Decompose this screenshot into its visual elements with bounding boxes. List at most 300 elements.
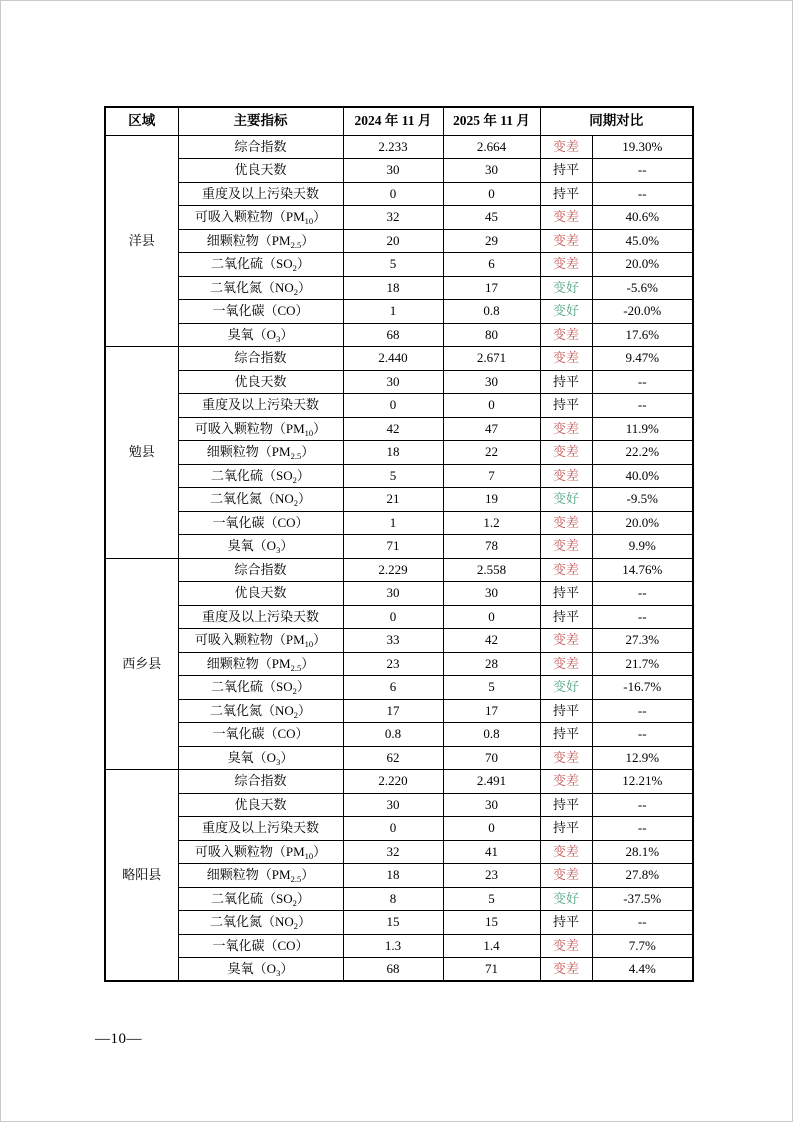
value-2025: 28 [443,652,540,676]
indicator-label [178,464,343,488]
indicator-text: 二氧化氮（NO [209,702,294,718]
trend-status: 变差 [540,652,592,676]
value-2024: 62 [343,746,443,770]
trend-status: 变差 [540,746,592,770]
indicator-label [178,135,343,159]
trend-status: 持平 [540,582,592,606]
change-percent: -- [592,793,693,817]
value-2024: 0 [343,182,443,206]
table-row [105,723,693,747]
indicator-subscript: 2.5 [290,239,302,250]
indicator-text: 优良天数 [234,796,287,812]
value-2025: 5 [443,676,540,700]
column-header-2024: 2024 年 11 月 [343,107,443,135]
indicator-text: 臭氧（O [227,538,277,554]
value-2025: 17 [443,699,540,723]
indicator-subscript: 2 [292,263,297,274]
value-2025: 0 [443,817,540,841]
value-2024: 18 [343,276,443,300]
indicator-label [178,276,343,300]
indicator-text-suffix: ） [301,655,315,671]
value-2025: 2.558 [443,558,540,582]
indicator-label [178,417,343,441]
indicator-text: 细颗粒物（PM [206,232,291,248]
indicator-text-suffix: ） [298,914,312,930]
indicator-text-suffix: ） [298,702,312,718]
value-2024: 5 [343,464,443,488]
indicator-label [178,629,343,653]
indicator-text: 二氧化硫（SO [211,467,293,483]
change-percent: 19.30% [592,135,693,159]
value-2025: 70 [443,746,540,770]
indicator-label [178,370,343,394]
trend-status: 变差 [540,535,592,559]
change-percent: 20.0% [592,511,693,535]
value-2025: 45 [443,206,540,230]
indicator-label [178,511,343,535]
table-row [105,934,693,958]
indicator-text-suffix: ） [313,420,327,436]
region-name: 洋县 [105,135,178,347]
table-header-row [105,107,693,135]
indicator-label [178,770,343,794]
change-percent: 11.9% [592,417,693,441]
indicator-subscript: 2 [292,897,297,908]
trend-status: 持平 [540,605,592,629]
value-2025: 80 [443,323,540,347]
value-2025: 7 [443,464,540,488]
indicator-label [178,746,343,770]
indicator-label [178,394,343,418]
value-2024: 1 [343,300,443,324]
indicator-text: 综合指数 [234,561,287,577]
change-percent: -- [592,394,693,418]
indicator-subscript: 10 [304,216,314,227]
value-2025: 2.671 [443,347,540,371]
indicator-label [178,793,343,817]
trend-status: 持平 [540,370,592,394]
indicator-subscript: 2.5 [290,451,302,462]
indicator-label [178,253,343,277]
indicator-text-suffix: ） [280,960,294,976]
trend-status: 变好 [540,300,592,324]
value-2025: 0 [443,182,540,206]
value-2024: 1.3 [343,934,443,958]
value-2024: 21 [343,488,443,512]
indicator-text-suffix: ） [296,256,310,272]
indicator-subscript: 2 [293,921,298,932]
value-2024: 2.440 [343,347,443,371]
table-row [105,864,693,888]
indicator-text: 综合指数 [234,350,287,366]
value-2024: 15 [343,911,443,935]
table-row [105,135,693,159]
change-percent: 7.7% [592,934,693,958]
table-row [105,746,693,770]
region-name: 略阳县 [105,770,178,982]
change-percent: -9.5% [592,488,693,512]
column-header-comparison: 同期对比 [540,107,693,135]
value-2024: 2.233 [343,135,443,159]
indicator-label [178,488,343,512]
indicator-text: 一氧化碳（CO） [212,303,309,319]
change-percent: 12.21% [592,770,693,794]
trend-status: 变好 [540,676,592,700]
indicator-subscript: 10 [304,850,314,861]
change-percent: 17.6% [592,323,693,347]
indicator-text-suffix: ） [313,843,327,859]
column-header-region: 区域 [105,107,178,135]
indicator-label [178,911,343,935]
region-name: 西乡县 [105,558,178,770]
indicator-text-suffix: ） [301,867,315,883]
indicator-label [178,182,343,206]
value-2025: 2.491 [443,770,540,794]
indicator-label [178,699,343,723]
indicator-subscript: 10 [304,427,314,438]
value-2025: 78 [443,535,540,559]
indicator-text: 一氧化碳（CO） [212,514,309,530]
value-2025: 42 [443,629,540,653]
trend-status: 持平 [540,159,592,183]
indicator-text: 二氧化硫（SO [211,679,293,695]
trend-status: 持平 [540,723,592,747]
indicator-subscript: 3 [276,545,281,556]
change-percent: -- [592,605,693,629]
indicator-text: 重度及以上污染天数 [201,397,319,413]
trend-status: 变差 [540,347,592,371]
table-row [105,347,693,371]
indicator-label [178,229,343,253]
table-row [105,229,693,253]
trend-status: 变差 [540,135,592,159]
table-row [105,464,693,488]
change-percent: -- [592,699,693,723]
value-2025: 17 [443,276,540,300]
change-percent: 9.9% [592,535,693,559]
indicator-text: 可吸入颗粒物（PM [194,420,305,436]
change-percent: -- [592,182,693,206]
table-row [105,323,693,347]
indicator-text: 一氧化碳（CO） [212,726,309,742]
value-2024: 30 [343,582,443,606]
trend-status: 持平 [540,911,592,935]
indicator-label [178,582,343,606]
value-2025: 0 [443,394,540,418]
indicator-text: 一氧化碳（CO） [212,937,309,953]
trend-status: 变差 [540,558,592,582]
value-2024: 30 [343,370,443,394]
table-row [105,911,693,935]
change-percent: 27.3% [592,629,693,653]
indicator-text: 二氧化硫（SO [211,256,293,272]
value-2024: 32 [343,206,443,230]
value-2024: 18 [343,441,443,465]
value-2024: 71 [343,535,443,559]
trend-status: 持平 [540,817,592,841]
table-row [105,699,693,723]
indicator-text-suffix: ） [298,279,312,295]
value-2025: 2.664 [443,135,540,159]
indicator-label [178,300,343,324]
trend-status: 变差 [540,464,592,488]
table-row [105,535,693,559]
value-2025: 29 [443,229,540,253]
trend-status: 持平 [540,793,592,817]
indicator-text: 臭氧（O [227,749,277,765]
change-percent: 45.0% [592,229,693,253]
change-percent: -- [592,817,693,841]
indicator-text-suffix: ） [298,491,312,507]
indicator-label [178,605,343,629]
indicator-text: 重度及以上污染天数 [201,608,319,624]
change-percent: 20.0% [592,253,693,277]
table-row [105,394,693,418]
change-percent: 12.9% [592,746,693,770]
indicator-subscript: 2 [292,474,297,485]
change-percent: -- [592,370,693,394]
indicator-subscript: 3 [276,967,281,978]
air-quality-comparison-table [104,106,694,982]
indicator-subscript: 2 [293,498,298,509]
indicator-text-suffix: ） [296,890,310,906]
indicator-text: 可吸入颗粒物（PM [194,209,305,225]
indicator-label [178,864,343,888]
indicator-text: 二氧化氮（NO [209,491,294,507]
indicator-label [178,441,343,465]
value-2024: 68 [343,323,443,347]
value-2025: 30 [443,582,540,606]
table-row [105,770,693,794]
change-percent: -5.6% [592,276,693,300]
indicator-label [178,558,343,582]
change-percent: 14.76% [592,558,693,582]
indicator-text: 臭氧（O [227,326,277,342]
indicator-label [178,652,343,676]
indicator-subscript: 3 [276,756,281,767]
indicator-label [178,676,343,700]
change-percent: -- [592,582,693,606]
value-2024: 6 [343,676,443,700]
trend-status: 变差 [540,864,592,888]
value-2024: 0 [343,817,443,841]
value-2025: 0 [443,605,540,629]
indicator-text: 重度及以上污染天数 [201,185,319,201]
value-2025: 1.2 [443,511,540,535]
trend-status: 变差 [540,511,592,535]
value-2024: 5 [343,253,443,277]
change-percent: 22.2% [592,441,693,465]
value-2025: 71 [443,958,540,982]
indicator-label [178,887,343,911]
trend-status: 变差 [540,441,592,465]
indicator-subscript: 2.5 [290,874,302,885]
indicator-text: 臭氧（O [227,960,277,976]
indicator-text: 优良天数 [234,162,287,178]
table-row [105,159,693,183]
value-2025: 19 [443,488,540,512]
trend-status: 变差 [540,206,592,230]
table-row [105,253,693,277]
indicator-label [178,206,343,230]
trend-status: 变差 [540,417,592,441]
trend-status: 变差 [540,770,592,794]
indicator-text: 可吸入颗粒物（PM [194,843,305,859]
value-2025: 1.4 [443,934,540,958]
change-percent: -37.5% [592,887,693,911]
indicator-label [178,535,343,559]
value-2025: 30 [443,159,540,183]
change-percent: 21.7% [592,652,693,676]
value-2025: 6 [443,253,540,277]
trend-status: 变差 [540,840,592,864]
indicator-text-suffix: ） [301,444,315,460]
indicator-text-suffix: ） [280,326,294,342]
table-row [105,206,693,230]
value-2025: 41 [443,840,540,864]
indicator-text: 二氧化硫（SO [211,890,293,906]
table-row [105,511,693,535]
change-percent: -- [592,159,693,183]
indicator-text-suffix: ） [280,749,294,765]
indicator-subscript: 10 [304,639,314,650]
indicator-label [178,723,343,747]
table-row [105,441,693,465]
value-2024: 30 [343,793,443,817]
indicator-label [178,934,343,958]
table-row [105,793,693,817]
trend-status: 持平 [540,394,592,418]
indicator-label [178,347,343,371]
trend-status: 变差 [540,934,592,958]
value-2024: 1 [343,511,443,535]
indicator-text: 细颗粒物（PM [206,444,291,460]
table-row [105,558,693,582]
value-2024: 8 [343,887,443,911]
value-2025: 15 [443,911,540,935]
change-percent: -- [592,911,693,935]
value-2024: 2.229 [343,558,443,582]
change-percent: 40.0% [592,464,693,488]
trend-status: 持平 [540,699,592,723]
indicator-label [178,159,343,183]
value-2024: 2.220 [343,770,443,794]
indicator-text-suffix: ） [280,538,294,554]
value-2024: 30 [343,159,443,183]
indicator-label [178,840,343,864]
indicator-subscript: 2 [292,686,297,697]
table-row [105,605,693,629]
table-row [105,652,693,676]
column-header-indicator: 主要指标 [178,107,343,135]
value-2025: 30 [443,370,540,394]
page-number: —10— [95,1031,142,1047]
indicator-text: 二氧化氮（NO [209,914,294,930]
value-2024: 32 [343,840,443,864]
value-2024: 20 [343,229,443,253]
indicator-text-suffix: ） [301,232,315,248]
indicator-text-suffix: ） [313,209,327,225]
indicator-subscript: 2 [293,286,298,297]
change-percent: 9.47% [592,347,693,371]
trend-status: 变差 [540,253,592,277]
value-2025: 22 [443,441,540,465]
trend-status: 持平 [540,182,592,206]
value-2025: 23 [443,864,540,888]
table-row [105,370,693,394]
indicator-text-suffix: ） [313,632,327,648]
indicator-subscript: 2 [293,709,298,720]
value-2024: 0 [343,605,443,629]
change-percent: 4.4% [592,958,693,982]
value-2025: 5 [443,887,540,911]
indicator-text: 综合指数 [234,773,287,789]
table-row [105,817,693,841]
indicator-text: 优良天数 [234,373,287,389]
indicator-label [178,323,343,347]
indicator-text-suffix: ） [296,679,310,695]
value-2024: 42 [343,417,443,441]
column-header-2025: 2025 年 11 月 [443,107,540,135]
trend-status: 变差 [540,629,592,653]
trend-status: 变好 [540,887,592,911]
value-2024: 18 [343,864,443,888]
indicator-label [178,958,343,982]
indicator-text: 二氧化氮（NO [209,279,294,295]
table-row [105,840,693,864]
table-row [105,488,693,512]
table-row [105,582,693,606]
table-row [105,629,693,653]
value-2024: 33 [343,629,443,653]
table-row [105,958,693,982]
table-row [105,276,693,300]
value-2024: 0 [343,394,443,418]
trend-status: 变差 [540,958,592,982]
value-2025: 0.8 [443,300,540,324]
indicator-text: 综合指数 [234,138,287,154]
indicator-text: 优良天数 [234,585,287,601]
trend-status: 变好 [540,488,592,512]
value-2025: 0.8 [443,723,540,747]
indicator-subscript: 3 [276,333,281,344]
value-2024: 17 [343,699,443,723]
change-percent: -- [592,723,693,747]
indicator-label [178,817,343,841]
table-row [105,300,693,324]
value-2024: 0.8 [343,723,443,747]
trend-status: 变好 [540,276,592,300]
indicator-text: 可吸入颗粒物（PM [194,632,305,648]
indicator-subscript: 2.5 [290,662,302,673]
table-row [105,887,693,911]
change-percent: -20.0% [592,300,693,324]
table-row [105,182,693,206]
trend-status: 变差 [540,323,592,347]
value-2025: 30 [443,793,540,817]
table-row [105,676,693,700]
trend-status: 变差 [540,229,592,253]
table-row [105,417,693,441]
value-2024: 23 [343,652,443,676]
change-percent: 27.8% [592,864,693,888]
value-2024: 68 [343,958,443,982]
change-percent: 28.1% [592,840,693,864]
indicator-text-suffix: ） [296,467,310,483]
region-name: 勉县 [105,347,178,559]
indicator-text: 细颗粒物（PM [206,655,291,671]
change-percent: -16.7% [592,676,693,700]
